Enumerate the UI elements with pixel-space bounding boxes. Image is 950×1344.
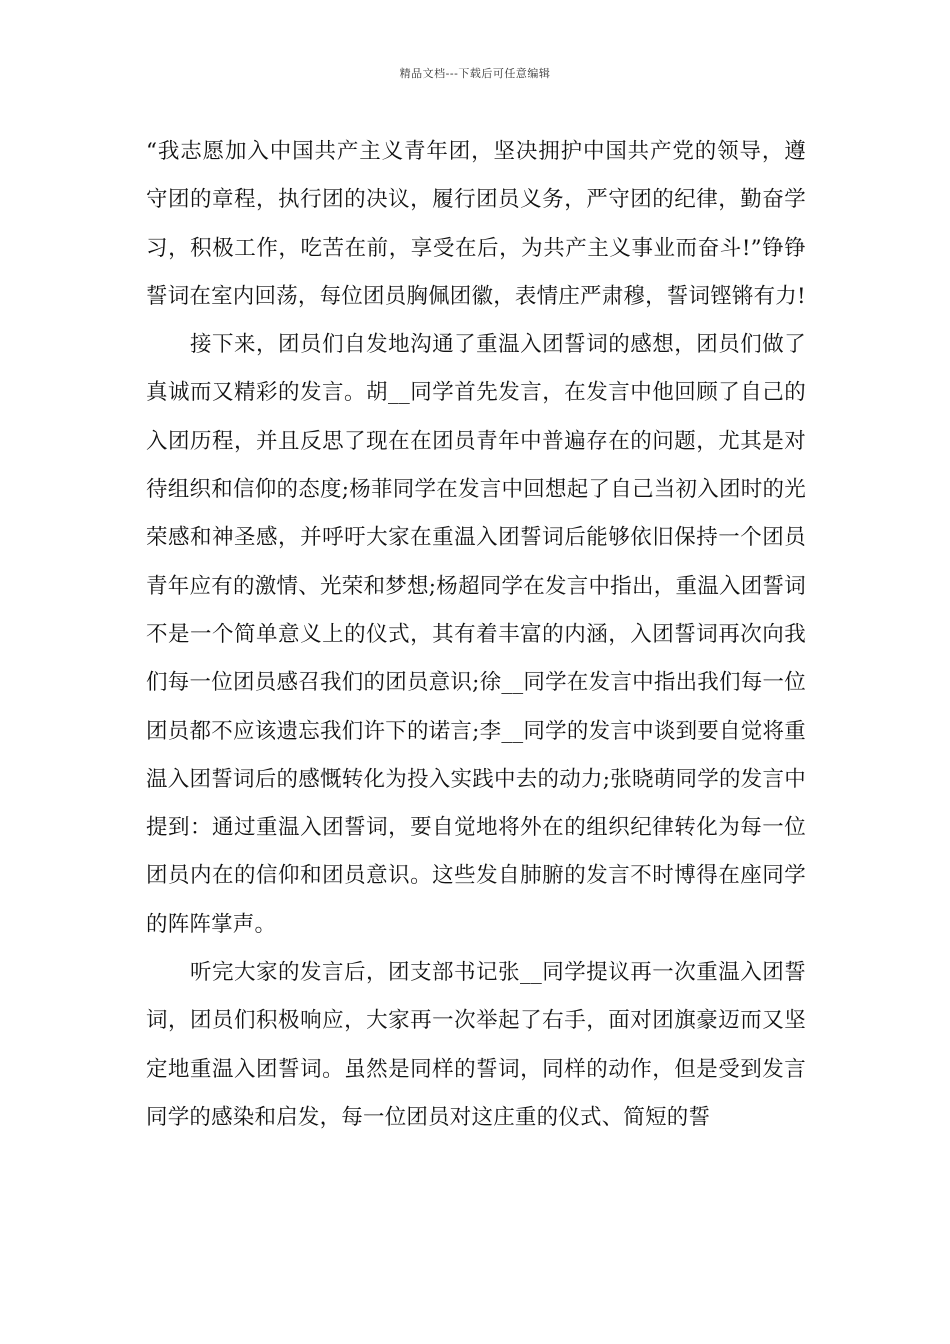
- paragraph-oath: “我志愿加入中国共产主义青年团，坚决拥护中国共产党的领导，遵守团的章程，执行团的决议，履行团员义务，严守团的纪律，勤奋学习，积极工作，吃苦在前，享受在后，为共产主义事业而奋斗!”铮铮誓词在室内回荡，每位团员胸佩团徽，表情庄严肃穆，誓词铿锵有力!: [146, 139, 806, 309]
- paragraph-second-oath: 听完大家的发言后，团支部书记张__同学提议再一次重温入团誓词，团员们积极响应，大家再一次举起了右手，面对团旗豪迈而又坚定地重温入团誓词。虽然是同样的誓词，同样的动作，但是受到发言同学的感染和启发，每一位团员对这庄重的仪式、简短的誓: [146, 960, 806, 1130]
- document-body: [146, 128, 806, 1142]
- paragraph-speeches: 接下来，团员们自发地沟通了重温入团誓词的感想，团员们做了真诚而又精彩的发言。胡__同学首先发言，在发言中他回顾了自己的入团历程，并且反思了现在在团员青年中普遍存在的问题，尤其是对待组织和信仰的态度;杨菲同学在发言中回想起了自己当初入团时的光荣感和神圣感，并呼吁大家在重温入团誓词后能够依旧保持一个团员青年应有的激情、光荣和梦想;杨超同学在发言中指出，重温入团誓词不是一个简单意义上的仪式，其有着丰富的内涵，入团誓词再次向我们每一位团员感召我们的团员意识;徐__同学在发言中指出我们每一位团员都不应该遗忘我们许下的诺言;李__同学的发言中谈到要自觉将重温入团誓词后的感慨转化为投入实践中去的动力;张晓萌同学的发言中提到：通过重温入团誓词，要自觉地将外在的组织纪律转化为每一位团员内在的信仰和团员意识。这些发自肺腑的发言不时博得在座同学的阵阵掌声。: [146, 332, 806, 937]
- page-header: 精品文档---下载后可任意编辑: [399, 67, 551, 80]
